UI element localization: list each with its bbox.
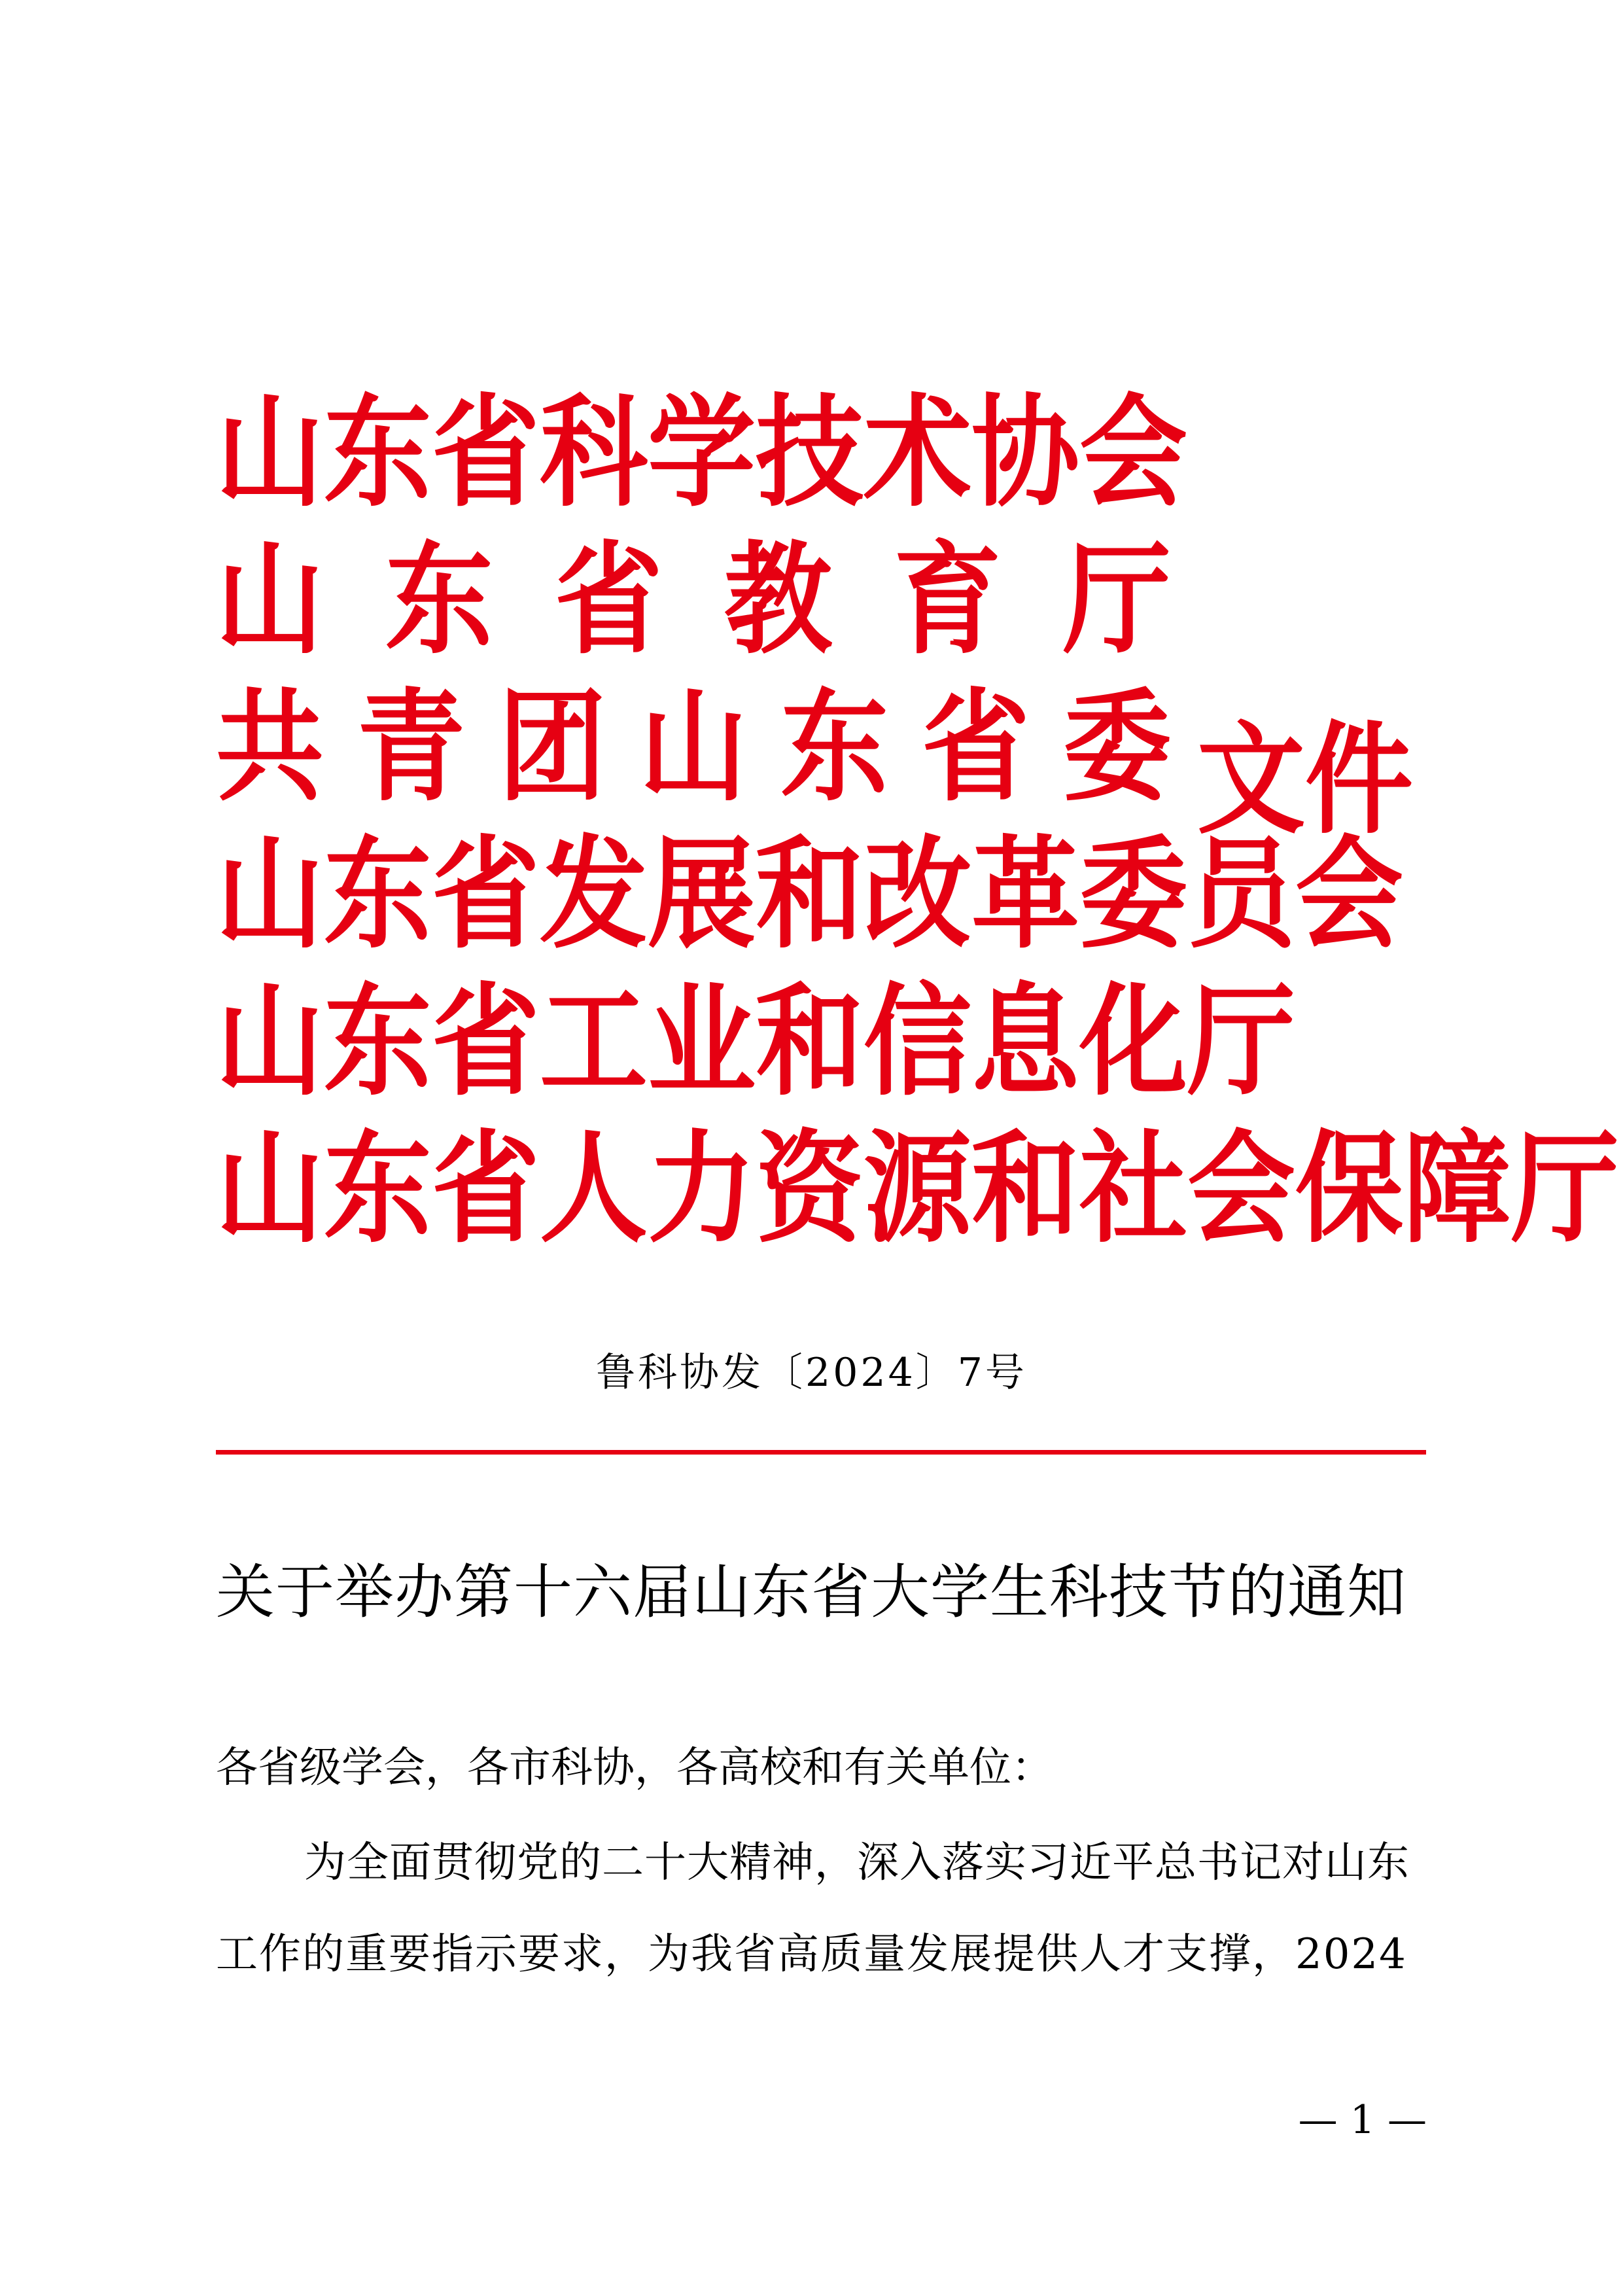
issuer-name: [216, 527, 1171, 674]
header-character: 化: [1079, 971, 1187, 1112]
header-character: 会: [1079, 382, 1187, 523]
header-character: 会: [1295, 824, 1403, 965]
header-character: 团: [498, 677, 606, 818]
header-character: 信: [864, 971, 971, 1112]
header-character: 障: [1403, 1118, 1511, 1260]
header-character: 省: [432, 971, 540, 1112]
header-character: 社: [1079, 1118, 1187, 1260]
header-character: 省: [432, 1118, 540, 1260]
header-character: 育: [894, 529, 1002, 671]
issuer-name: [216, 968, 1295, 1116]
header-character: 山: [216, 382, 324, 523]
header-character: 东: [780, 677, 889, 818]
header-character: 教: [724, 529, 832, 671]
header-character: 源: [864, 1118, 971, 1260]
header-character: 厅: [1187, 971, 1295, 1112]
header-character: 东: [324, 1118, 432, 1260]
header-character: 工: [540, 971, 648, 1112]
header-character: 息: [971, 971, 1079, 1112]
issuer-name: [216, 674, 1171, 821]
header-character: 和: [756, 971, 864, 1112]
header-character: 山: [216, 971, 324, 1112]
header-character: 共: [216, 677, 324, 818]
header-character: 省: [922, 677, 1030, 818]
header-character: 革: [971, 824, 1079, 965]
document-number: 鲁科协发〔2024〕7号: [596, 1350, 1027, 1396]
header-character: 山: [639, 677, 748, 818]
issuer-name: [216, 821, 1403, 968]
document-title: 关于举办第十六届山东省大学生科技节的通知: [216, 1558, 1406, 1627]
header-character: 保: [1295, 1118, 1403, 1260]
header-character: 发: [540, 824, 648, 965]
header-character: 省: [432, 382, 540, 523]
header-character: 业: [648, 971, 756, 1112]
header-character: 学: [648, 382, 756, 523]
issuer-block: [216, 380, 1619, 1263]
header-character: 东: [385, 529, 493, 671]
header-character: 厅: [1511, 1118, 1619, 1260]
page-number: — 1 —: [1298, 2097, 1427, 2143]
header-character: 和: [971, 1118, 1079, 1260]
header-character: 厅: [1063, 529, 1171, 671]
salutation: 各省级学会，各市科协，各高校和有关单位：: [216, 1744, 1053, 1792]
header-character: 改: [864, 824, 971, 965]
header-character: 文: [1197, 709, 1305, 851]
header-character: 委: [1079, 824, 1187, 965]
issuer-name: [216, 1116, 1619, 1263]
header-character: 东: [324, 824, 432, 965]
header-character: 东: [324, 971, 432, 1112]
body-paragraph-line: 为全面贯彻党的二十大精神，深入落实习近平总书记对山东: [304, 1839, 1410, 1887]
header-character: 件: [1305, 709, 1413, 851]
header-character: 力: [648, 1118, 756, 1260]
header-character: 员: [1187, 824, 1295, 965]
issuer-name: [216, 380, 1187, 527]
header-character: 东: [324, 382, 432, 523]
header-character: 委: [1062, 677, 1171, 818]
header-character: 人: [540, 1118, 648, 1260]
header-character: 省: [432, 824, 540, 965]
header-character: 协: [971, 382, 1079, 523]
document-label: [1197, 709, 1413, 851]
header-character: 科: [540, 382, 648, 523]
header-character: 展: [648, 824, 756, 965]
header-character: 会: [1187, 1118, 1295, 1260]
header-character: 术: [864, 382, 971, 523]
header-character: 技: [756, 382, 864, 523]
header-character: 和: [756, 824, 864, 965]
header-character: 山: [216, 1118, 324, 1260]
header-character: 省: [555, 529, 663, 671]
red-divider: [216, 1450, 1426, 1455]
header-character: 青: [357, 677, 465, 818]
header-character: 山: [216, 529, 324, 671]
body-paragraph-line: 工作的重要指示要求，为我省高质量发展提供人才支撑，2024: [216, 1930, 1407, 1979]
header-character: 资: [756, 1118, 864, 1260]
header-character: 山: [216, 824, 324, 965]
